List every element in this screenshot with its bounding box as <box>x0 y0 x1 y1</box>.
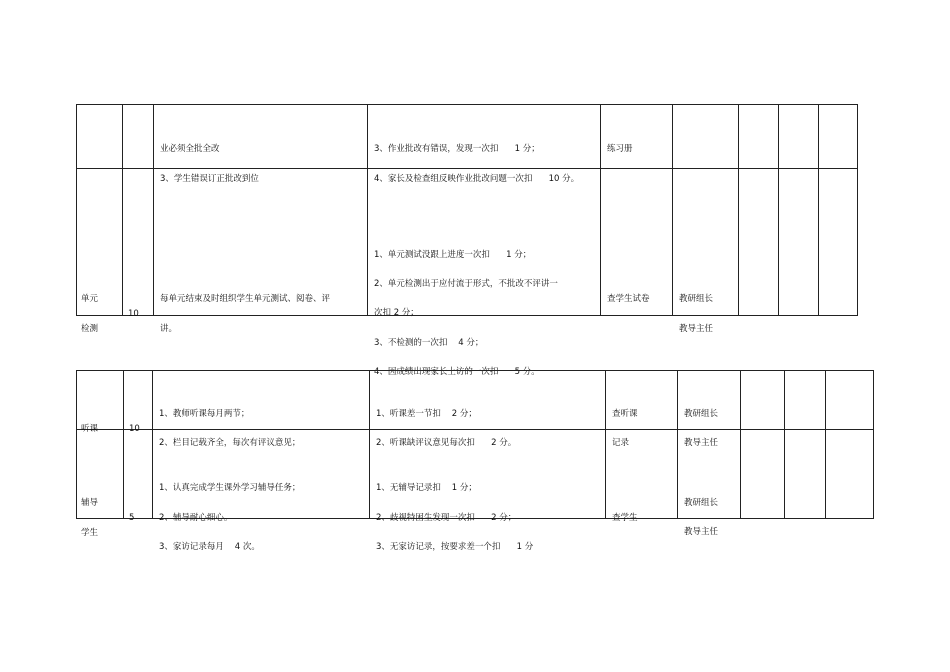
table-row <box>77 105 858 169</box>
category-cell <box>77 105 123 169</box>
score-cell: 10 <box>124 371 153 430</box>
responsible-cell: 教研组长 教导主任 <box>673 169 739 316</box>
requirement-cell: 1、认真完成学生课外学习辅导任务； 2、辅导耐心细心。 3、家访记录每月 4 次。 <box>153 430 370 519</box>
score-cell: 5 <box>124 430 153 519</box>
category-cell: 辅导 学生 <box>77 430 124 519</box>
evaluation-table-1 <box>76 104 858 377</box>
empty-cell <box>819 169 858 316</box>
method-cell: 查听课 记录 <box>606 371 678 430</box>
empty-cell <box>819 105 858 169</box>
category-cell: 听课 <box>77 371 124 430</box>
category-cell: 单元 检测 <box>77 169 123 316</box>
empty-cell <box>779 105 819 169</box>
empty-cell <box>785 430 826 519</box>
empty-cell <box>739 105 779 169</box>
responsible-cell <box>673 105 739 169</box>
deduction-cell: 1、听课差一节扣 2 分； 2、听课缺评议意见每次扣 2 分。 <box>370 371 606 430</box>
method-cell: 练习册 <box>601 105 673 169</box>
deduction-cell: 1、无辅导记录扣 1 分； 2、歧视特困生发现一次扣 2 分； 3、无家访记录，按要求差一个扣 1 分 <box>370 430 606 519</box>
empty-cell <box>779 169 819 316</box>
table-row <box>77 371 874 430</box>
deduction-cell: 1、单元测试没跟上进度一次扣 1 分； 2、单元检测出于应付流于形式，不批改不评讲一 次扣 2 分； 3、不检测的一次扣 4 分； 4、因成绩出现家长上访的一次扣 5 分。 <box>368 169 601 316</box>
empty-cell <box>741 371 785 430</box>
responsible-cell: 教研组长 教导主任 <box>678 371 741 430</box>
deduction-cell: 3、作业批改有错误，发现一次扣 1 分； 4、家长及检查组反映作业批改问题一次扣 10 分。 <box>368 105 601 169</box>
table-row <box>77 169 858 316</box>
method-cell: 查学生试卷 <box>601 169 673 316</box>
responsible-cell: 教研组长 教导主任 <box>678 430 741 519</box>
requirement-cell: 每单元结束及时组织学生单元测试、阅卷、评 讲。 <box>154 169 368 316</box>
empty-cell <box>741 430 785 519</box>
score-cell <box>123 105 154 169</box>
evaluation-table-2 <box>76 370 874 552</box>
empty-cell <box>826 371 874 430</box>
empty-cell <box>826 430 874 519</box>
score-cell: 10 <box>123 169 154 316</box>
requirement-cell: 1、教师听课每月两节； 2、栏目记载齐全，每次有评议意见； <box>153 371 370 430</box>
method-cell: 查学生 <box>606 430 678 519</box>
empty-cell <box>739 169 779 316</box>
empty-cell <box>785 371 826 430</box>
requirement-cell: 业必须全批全改 3、学生错误订正批改到位 <box>154 105 368 169</box>
